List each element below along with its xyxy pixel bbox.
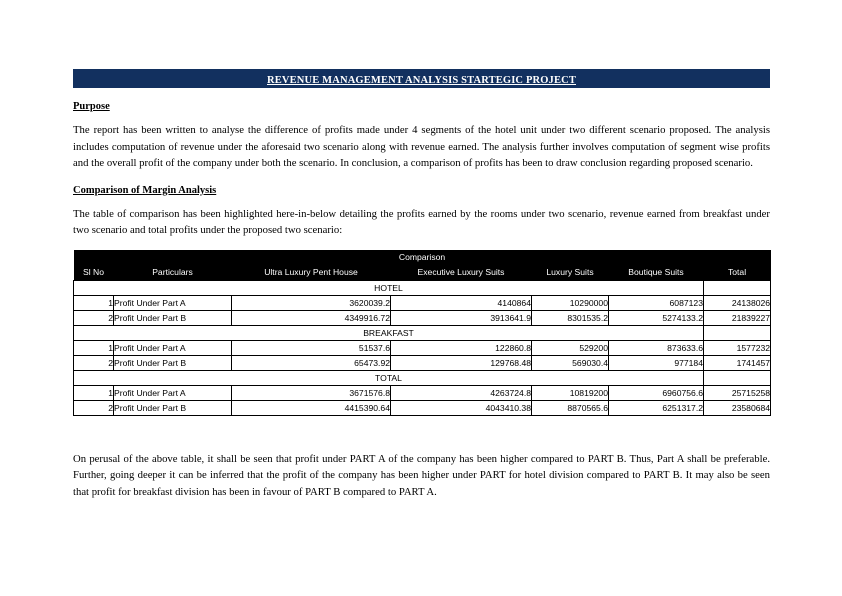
column-header-sl-no: Sl No [74,264,114,281]
section-total-cell-hotel [704,280,771,295]
cell-sl-no: 1 [74,295,114,310]
cell-sl-no: 1 [74,340,114,355]
section-label-total: TOTAL [74,370,704,385]
cell-total: 23580684 [704,400,771,415]
cell-boutique-suits: 6960756.6 [609,385,704,400]
cell-boutique-suits: 6087123 [609,295,704,310]
comparison-table-container [73,250,770,416]
column-header-total: Total [704,264,771,281]
section-header-row-hotel [74,280,771,295]
column-header-executive-luxury-suits: Executive Luxury Suits [391,264,532,281]
cell-total: 1741457 [704,355,771,370]
table-column-header-row [74,264,771,281]
page-title: REVENUE MANAGEMENT ANALYSIS STARTEGIC PROJECT [267,75,576,86]
cell-executive-luxury-suits: 129768.48 [391,355,532,370]
cell-particulars: Profit Under Part B [114,400,232,415]
cell-luxury-suits: 10290000 [532,295,609,310]
cell-ultra-luxury-pent-house: 65473.92 [232,355,391,370]
paragraph-conclusion: On perusal of the above table, it shall be seen that profit under PART A of the company has been higher compared to PART B. Thus, Part A shall be preferable. Further, going deeper it can be inferred that the profit of the company has been higher under PART for hotel division compared to PART B. It may also be seen that profit for breakfast division has been in favour of PART B compared to PART A. [73,452,770,498]
cell-total: 21839227 [704,310,771,325]
section-label-hotel: HOTEL [74,280,704,295]
cell-sl-no: 1 [74,385,114,400]
section-header-row-total [74,370,771,385]
section-label-breakfast: BREAKFAST [74,325,704,340]
table-supertitle-row [74,250,771,264]
cell-total: 1577232 [704,340,771,355]
cell-sl-no: 2 [74,400,114,415]
cell-boutique-suits: 977184 [609,355,704,370]
cell-ultra-luxury-pent-house: 3620039.2 [232,295,391,310]
cell-executive-luxury-suits: 4043410.38 [391,400,532,415]
column-header-ultra-luxury-pent-house: Ultra Luxury Pent House [232,264,391,281]
cell-particulars: Profit Under Part B [114,310,232,325]
heading-purpose: Purpose [73,101,110,112]
heading-comparison-of-margin-analysis: Comparison of Margin Analysis [73,184,217,196]
cell-executive-luxury-suits: 4140864 [391,295,532,310]
table-header [74,250,771,281]
cell-executive-luxury-suits: 4263724.8 [391,385,532,400]
comparison-table [73,250,771,416]
table-row [74,385,771,400]
table-row [74,295,771,310]
cell-boutique-suits: 873633.6 [609,340,704,355]
table-supertitle: Comparison [74,250,771,264]
cell-boutique-suits: 5274133.2 [609,310,704,325]
cell-ultra-luxury-pent-house: 4415390.64 [232,400,391,415]
section-header-row-breakfast [74,325,771,340]
cell-particulars: Profit Under Part B [114,355,232,370]
cell-particulars: Profit Under Part A [114,295,232,310]
cell-sl-no: 2 [74,310,114,325]
column-header-luxury-suits: Luxury Suits [532,264,609,281]
paragraph-table-intro: The table of comparison has been highlighted here-in-below detailing the profits earned by the rooms under two scenario, revenue earned from breakfast under two scenario and total profits under the proposed two scenario: [73,207,770,236]
table-row [74,355,771,370]
cell-ultra-luxury-pent-house: 51537.6 [232,340,391,355]
cell-ultra-luxury-pent-house: 3671576.8 [232,385,391,400]
cell-luxury-suits: 569030.4 [532,355,609,370]
document-content [73,69,770,500]
cell-executive-luxury-suits: 122860.8 [391,340,532,355]
cell-particulars: Profit Under Part A [114,340,232,355]
cell-luxury-suits: 8301535.2 [532,310,609,325]
paragraph-purpose-body: The report has been written to analyse the difference of profits made under 4 segments of the hotel unit under two different scenario proposed. The analysis includes computation of revenue under the aforesaid two scenario along with revenue earned. The analysis further involves computation of segment wise profits and the overall profit of the company under both the scenario. In conclusion, a comparison of profits has been to draw conclusion regarding proposed scenario. [73,124,770,169]
cell-total: 24138026 [704,295,771,310]
cell-luxury-suits: 10819200 [532,385,609,400]
document-title-banner [73,69,770,88]
cell-executive-luxury-suits: 3913641.9 [391,310,532,325]
table-body [74,280,771,415]
column-header-boutique-suits: Boutique Suits [609,264,704,281]
cell-luxury-suits: 8870565.6 [532,400,609,415]
cell-boutique-suits: 6251317.2 [609,400,704,415]
section-total-cell-total [704,370,771,385]
column-header-particulars: Particulars [114,264,232,281]
section-total-cell-breakfast [704,325,771,340]
table-row [74,400,771,415]
cell-sl-no: 2 [74,355,114,370]
table-row [74,340,771,355]
cell-luxury-suits: 529200 [532,340,609,355]
table-row [74,310,771,325]
cell-total: 25715258 [704,385,771,400]
cell-particulars: Profit Under Part A [114,385,232,400]
cell-ultra-luxury-pent-house: 4349916.72 [232,310,391,325]
